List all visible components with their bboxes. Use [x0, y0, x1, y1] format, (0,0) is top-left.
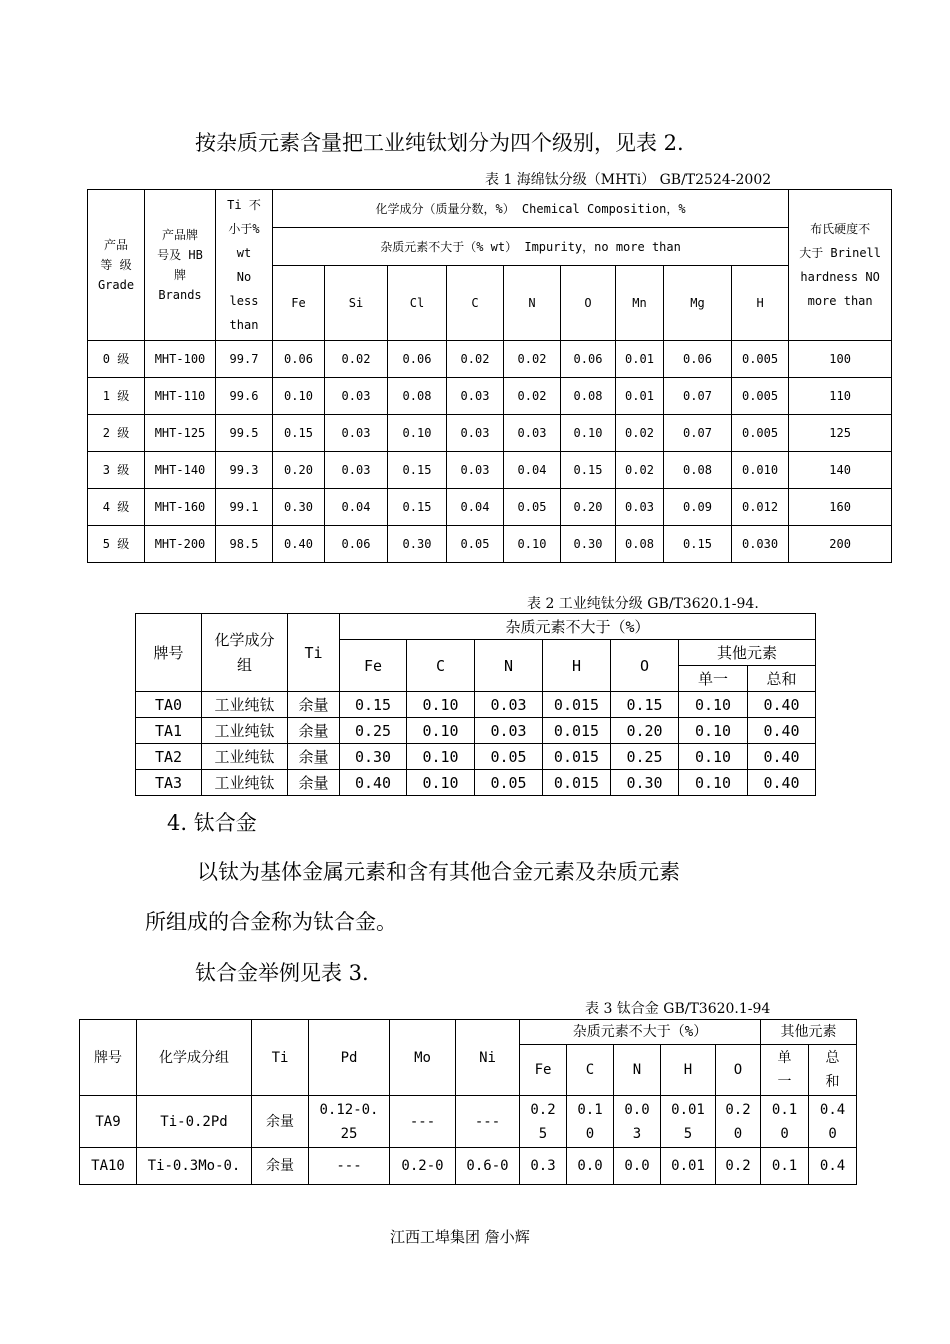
table-cell: 5 级: [88, 526, 145, 563]
table-cell: 0.015: [543, 770, 611, 796]
table-cell: TA1: [136, 718, 202, 744]
element-header: N: [504, 266, 561, 341]
table-cell: 110: [789, 378, 892, 415]
table-cell: 0.10: [407, 718, 475, 744]
table-cell: 99.1: [216, 489, 273, 526]
element-header: H: [661, 1045, 716, 1096]
ti-header: Ti: [252, 1020, 309, 1096]
table-cell: 200: [789, 526, 892, 563]
table-cell: MHT-140: [145, 452, 216, 489]
table-cell: 0.40: [748, 692, 816, 718]
table-cell: 0.05: [475, 770, 543, 796]
single-header: 单一: [679, 666, 748, 692]
table-cell: 125: [789, 415, 892, 452]
table-cell: 0.12-0. 25: [309, 1096, 390, 1148]
table-cell: 余量: [288, 718, 340, 744]
table-cell: 0.01: [661, 1148, 716, 1185]
table-cell: 0.06: [388, 341, 447, 378]
table-cell: 0.02: [504, 378, 561, 415]
table-cell: 0.03: [325, 452, 388, 489]
table-cell: 0.20: [611, 718, 679, 744]
table-cell: 余量: [288, 770, 340, 796]
table-cell: 0.10: [388, 415, 447, 452]
table-cell: 余量: [252, 1096, 309, 1148]
table-cell: 0.03: [447, 452, 504, 489]
table-cell: 0.07: [664, 415, 732, 452]
table-cell: 0.06: [561, 341, 616, 378]
table-cell: 0.04: [325, 489, 388, 526]
total-header: 总和: [748, 666, 816, 692]
table-cell: TA10: [80, 1148, 137, 1185]
table-cell: ---: [309, 1148, 390, 1185]
table1-sponge-titanium-grades: [87, 189, 892, 563]
composition-header: 化学成分（质量分数，%） Chemical Composition，%: [273, 190, 789, 228]
table-cell: 0.30: [561, 526, 616, 563]
table-cell: 100: [789, 341, 892, 378]
table-cell: 0.06: [664, 341, 732, 378]
table-cell: 0.03: [616, 489, 664, 526]
element-header: Fe: [520, 1045, 567, 1096]
total-header: 总 和: [809, 1045, 857, 1096]
table-cell: 160: [789, 489, 892, 526]
table-cell: 0.03: [325, 378, 388, 415]
table-cell: 0.25: [340, 718, 407, 744]
table-cell: TA0: [136, 692, 202, 718]
table-cell: Ti-0.2Pd: [137, 1096, 252, 1148]
element-header: Fe: [273, 266, 325, 341]
table-cell: 0.40: [748, 718, 816, 744]
table-cell: 1 级: [88, 378, 145, 415]
table-cell: 余量: [252, 1148, 309, 1185]
table-cell: 0.02: [616, 415, 664, 452]
element-header: H: [543, 640, 611, 692]
element-header: O: [561, 266, 616, 341]
table-cell: 0.4 0: [809, 1096, 857, 1148]
table-cell: 0.08: [388, 378, 447, 415]
table-cell: MHT-110: [145, 378, 216, 415]
table-cell: 99.5: [216, 415, 273, 452]
grade-header: 产品 等 级 Grade: [88, 190, 145, 341]
table-row: [80, 1096, 857, 1148]
table-cell: 工业纯钛: [202, 744, 288, 770]
table-cell: 0.10: [407, 770, 475, 796]
element-header: H: [732, 266, 789, 341]
table-cell: 0.005: [732, 341, 789, 378]
table-cell: ---: [390, 1096, 456, 1148]
table-row: [80, 1148, 857, 1185]
table-cell: 0.02: [325, 341, 388, 378]
ti-header: Ti: [288, 614, 340, 692]
table-cell: 0.3: [520, 1148, 567, 1185]
mo-header: Mo: [390, 1020, 456, 1096]
table-cell: 0.10: [407, 744, 475, 770]
table-cell: 0.10: [561, 415, 616, 452]
table-cell: 0.15: [388, 489, 447, 526]
table-cell: 0.10: [679, 718, 748, 744]
table-cell: 0.10: [407, 692, 475, 718]
definition-line-2: 所组成的合金称为钛合金。: [145, 910, 397, 934]
table-cell: 0.6-0: [456, 1148, 520, 1185]
element-header: N: [475, 640, 543, 692]
table-cell: 0.30: [388, 526, 447, 563]
table-cell: 0.03: [504, 415, 561, 452]
composition-group-header: 化学成分 组: [202, 614, 288, 692]
hardness-header: 布氏硬度不 大于 Brinell hardness NO more than: [789, 190, 892, 341]
table-cell: 0.1: [761, 1148, 809, 1185]
table-cell: 0.08: [561, 378, 616, 415]
table-row: [136, 718, 816, 744]
table-cell: 0.2-0: [390, 1148, 456, 1185]
element-header: C: [407, 640, 475, 692]
element-header: Mn: [616, 266, 664, 341]
table-cell: 0.08: [664, 452, 732, 489]
table-cell: 0.1 0: [761, 1096, 809, 1148]
table-cell: TA2: [136, 744, 202, 770]
table-row: [88, 341, 892, 378]
table-cell: 0.015: [543, 692, 611, 718]
table-cell: TA3: [136, 770, 202, 796]
table-cell: 工业纯钛: [202, 692, 288, 718]
table-cell: 0.07: [664, 378, 732, 415]
table-cell: 99.7: [216, 341, 273, 378]
brand-header: 牌号: [80, 1020, 137, 1096]
table2-body: [136, 692, 816, 796]
table-cell: 0.05: [504, 489, 561, 526]
table-cell: 0.15: [664, 526, 732, 563]
table-cell: 99.6: [216, 378, 273, 415]
table-row: [88, 489, 892, 526]
table-cell: MHT-125: [145, 415, 216, 452]
element-header: O: [716, 1045, 761, 1096]
table-cell: 0.1 0: [567, 1096, 614, 1148]
table-cell: 0.012: [732, 489, 789, 526]
table-cell: 0.02: [616, 452, 664, 489]
element-header: N: [614, 1045, 661, 1096]
table-row: [88, 415, 892, 452]
table-cell: 99.3: [216, 452, 273, 489]
impurity-header: 杂质元素不大于（%）: [520, 1020, 761, 1045]
table-cell: 0.02: [447, 341, 504, 378]
table-cell: 0.015: [543, 744, 611, 770]
table-cell: 0.15: [340, 692, 407, 718]
section-heading: 4. 钛合金: [167, 811, 257, 835]
table-cell: 3 级: [88, 452, 145, 489]
table-cell: 0.30: [611, 770, 679, 796]
table-cell: 0.30: [273, 489, 325, 526]
table-cell: 0.04: [504, 452, 561, 489]
other-elements-header: 其他元素: [679, 640, 816, 666]
table-cell: 0.06: [325, 526, 388, 563]
table-cell: 0.06: [273, 341, 325, 378]
table-cell: 0.0: [567, 1148, 614, 1185]
element-header: O: [611, 640, 679, 692]
intro-paragraph: 按杂质元素含量把工业纯钛划分为四个级别，见表 2.: [195, 131, 684, 155]
table-cell: 0.15: [388, 452, 447, 489]
table-cell: 0.03: [447, 378, 504, 415]
table-cell: 0.04: [447, 489, 504, 526]
table-cell: 0.015: [543, 718, 611, 744]
table-cell: 0 级: [88, 341, 145, 378]
table-cell: 0.10: [504, 526, 561, 563]
table-cell: 0.09: [664, 489, 732, 526]
table-row: [136, 770, 816, 796]
table-cell: 0.2 0: [716, 1096, 761, 1148]
table-cell: 0.10: [273, 378, 325, 415]
table-cell: 0.08: [616, 526, 664, 563]
table-cell: 0.01 5: [661, 1096, 716, 1148]
table-cell: Ti-0.3Mo-0.: [137, 1148, 252, 1185]
table-cell: 0.10: [679, 770, 748, 796]
examples-line: 钛合金举例见表 3.: [195, 961, 369, 985]
table-cell: 0.20: [273, 452, 325, 489]
table2-caption: 表 2 工业纯钛分级 GB/T3620.1-94.: [527, 596, 759, 612]
brand-header: 牌号: [136, 614, 202, 692]
impurity-header: 杂质元素不大于（%）: [340, 614, 816, 640]
table1-body: [88, 341, 892, 563]
element-header: Fe: [340, 640, 407, 692]
other-elements-header: 其他元素: [761, 1020, 857, 1045]
table-cell: 0.10: [679, 692, 748, 718]
element-header: C: [567, 1045, 614, 1096]
footer-author: 江西工埠集团 詹小辉: [390, 1228, 530, 1246]
table-cell: 0.03: [475, 718, 543, 744]
element-header: Cl: [388, 266, 447, 341]
table-cell: 0.10: [679, 744, 748, 770]
table-cell: 0.40: [748, 770, 816, 796]
table-row: [88, 526, 892, 563]
single-header: 单 一: [761, 1045, 809, 1096]
table-cell: MHT-100: [145, 341, 216, 378]
table-cell: 0.05: [447, 526, 504, 563]
table-cell: 2 级: [88, 415, 145, 452]
table3-body: [80, 1096, 857, 1185]
definition-line-1: 以钛为基体金属元素和含有其他合金元素及杂质元素: [197, 860, 680, 884]
table-cell: 0.4: [809, 1148, 857, 1185]
table2-commercial-titanium-grades: [135, 613, 816, 796]
table-cell: 0.03: [475, 692, 543, 718]
table-cell: 工业纯钛: [202, 718, 288, 744]
table-cell: 0.15: [561, 452, 616, 489]
element-header: Si: [325, 266, 388, 341]
table-cell: 98.5: [216, 526, 273, 563]
pd-header: Pd: [309, 1020, 390, 1096]
table-cell: 4 级: [88, 489, 145, 526]
ni-header: Ni: [456, 1020, 520, 1096]
table3-titanium-alloys: [79, 1019, 857, 1185]
table-cell: 0.20: [561, 489, 616, 526]
table-cell: 0.05: [475, 744, 543, 770]
table-row: [88, 378, 892, 415]
table-cell: 0.01: [616, 341, 664, 378]
table3-caption: 表 3 钛合金 GB/T3620.1-94: [585, 1001, 771, 1017]
table-cell: 0.40: [340, 770, 407, 796]
table-cell: ---: [456, 1096, 520, 1148]
table-cell: 140: [789, 452, 892, 489]
table-cell: 0.03: [447, 415, 504, 452]
table-cell: 0.010: [732, 452, 789, 489]
table-row: [136, 692, 816, 718]
element-header: C: [447, 266, 504, 341]
table-cell: MHT-160: [145, 489, 216, 526]
table-cell: MHT-200: [145, 526, 216, 563]
element-header: Mg: [664, 266, 732, 341]
table-cell: TA9: [80, 1096, 137, 1148]
table-cell: 0.01: [616, 378, 664, 415]
impurity-header: 杂质元素不大于（% wt） Impurity，no more than: [273, 228, 789, 266]
table-cell: 0.15: [273, 415, 325, 452]
table-cell: 0.0: [614, 1148, 661, 1185]
table-cell: 0.030: [732, 526, 789, 563]
table-cell: 0.03: [325, 415, 388, 452]
ti-header: Ti 不 小于% wt No less than: [216, 190, 273, 341]
table-cell: 0.15: [611, 692, 679, 718]
table-cell: 0.005: [732, 415, 789, 452]
table-cell: 0.2: [716, 1148, 761, 1185]
composition-group-header: 化学成分组: [137, 1020, 252, 1096]
table-cell: 工业纯钛: [202, 770, 288, 796]
brand-header: 产品牌 号及 HB 牌 Brands: [145, 190, 216, 341]
table-row: [136, 744, 816, 770]
table-cell: 余量: [288, 744, 340, 770]
table-cell: 余量: [288, 692, 340, 718]
table-cell: 0.40: [273, 526, 325, 563]
table-cell: 0.25: [611, 744, 679, 770]
table-cell: 0.02: [504, 341, 561, 378]
table-cell: 0.40: [748, 744, 816, 770]
table-cell: 0.30: [340, 744, 407, 770]
table-cell: 0.0 3: [614, 1096, 661, 1148]
table-cell: 0.005: [732, 378, 789, 415]
table1-caption: 表 1 海绵钛分级（MHTi） GB/T2524-2002: [485, 172, 772, 188]
table-cell: 0.2 5: [520, 1096, 567, 1148]
table-row: [88, 452, 892, 489]
